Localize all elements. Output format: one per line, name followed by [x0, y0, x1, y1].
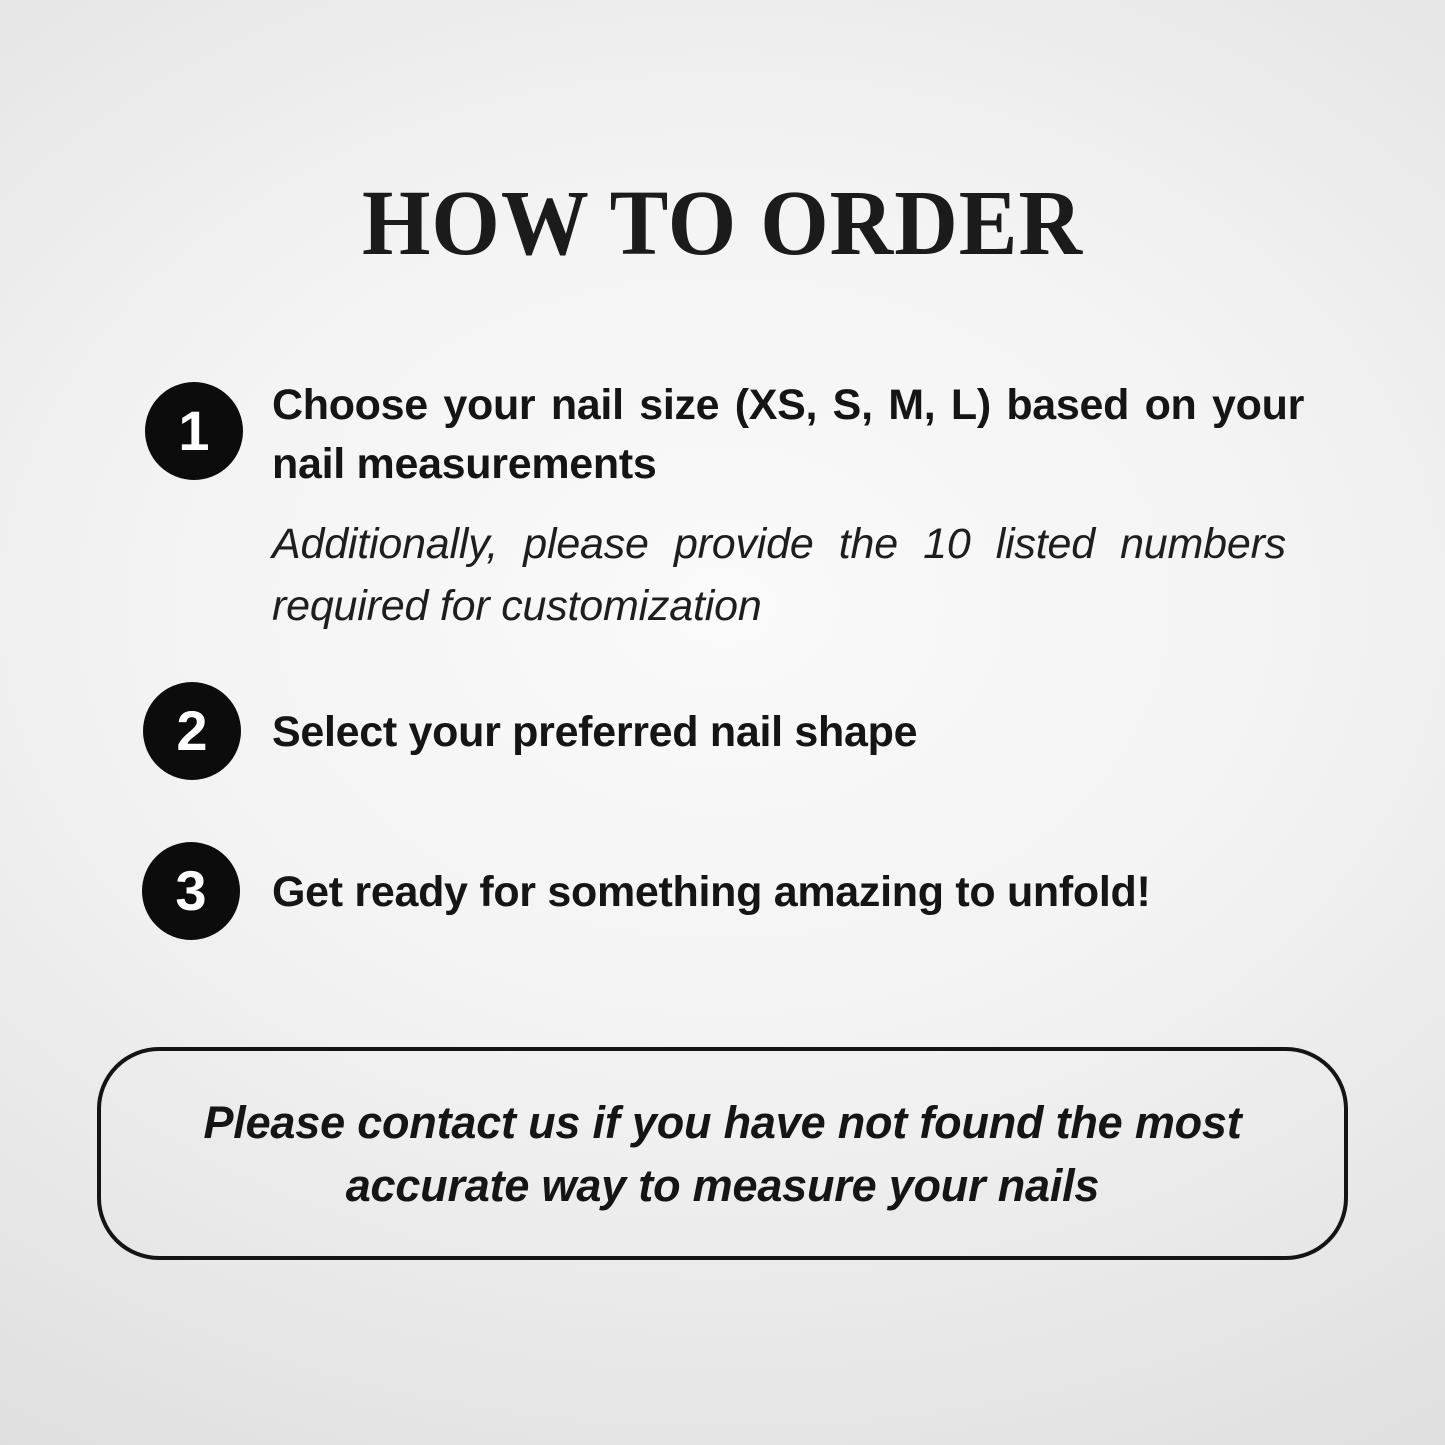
- contact-note-text: Please contact us if you have not found the most accurate way to measure your nails: [203, 1096, 1242, 1211]
- step-1-number-badge: [145, 382, 243, 480]
- step-3-number: 3: [175, 859, 207, 922]
- step-1-note: Additionally, please provide the 10 listed numbers required for customization: [272, 520, 1286, 630]
- step-1-text: Choose your nail size (XS, S, M, L) based on your nail measurements: [272, 381, 1304, 488]
- step-3-text: Get ready for something amazing to unfold!: [272, 868, 1151, 916]
- step-2-number: 2: [176, 699, 208, 762]
- page-title: HOW TO ORDER: [361, 172, 1084, 276]
- step-3-number-badge: [142, 842, 240, 940]
- contact-note-box: [97, 1047, 1348, 1260]
- step-2-number-badge: [143, 682, 241, 780]
- step-1-number: 1: [178, 399, 210, 462]
- step-2-text: Select your preferred nail shape: [272, 708, 918, 756]
